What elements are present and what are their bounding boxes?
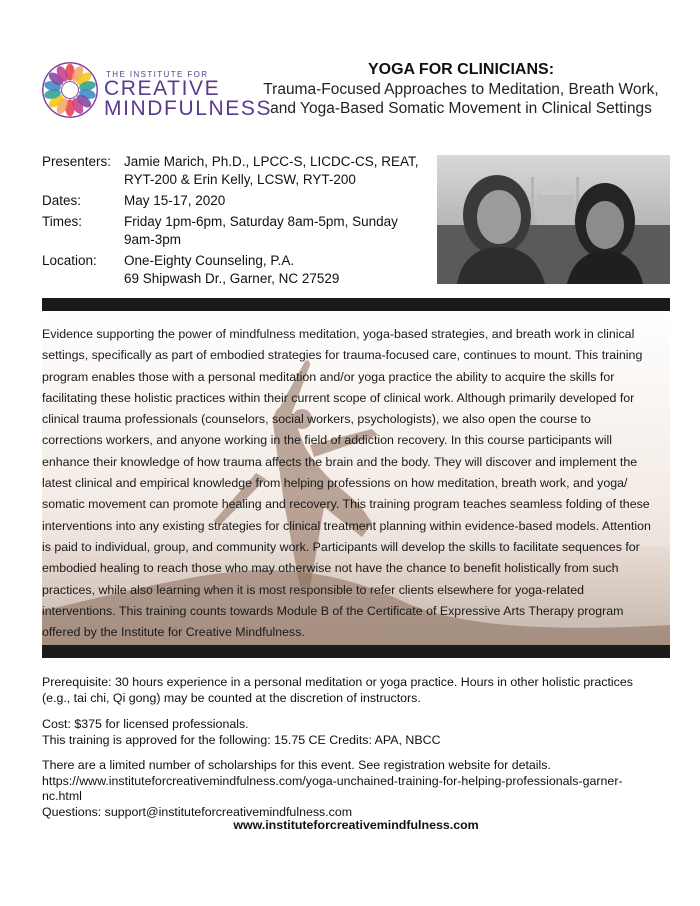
logo-word-mindfulness: MINDFULNESS <box>104 97 273 120</box>
event-title: YOGA FOR CLINICIANS: <box>367 61 555 78</box>
questions-email[interactable]: Questions: support@instituteforcreativemindfulness.com <box>42 804 353 819</box>
presenters-line-2: RYT-200 & Erin Kelly, LCSW, RYT-200 <box>124 172 356 187</box>
band-bottom-bar <box>42 645 670 658</box>
times-row <box>42 213 427 249</box>
cost-text <box>42 717 672 748</box>
description-line: offered by the Institute for Creative Mindfulness. <box>42 625 305 640</box>
event-subtitle-line-1: Trauma-Focused Approaches to Meditation, Breath Work, <box>263 81 659 98</box>
registration-url-line-1[interactable]: https://www.instituteforcreativemindfulness.com/yoga-unchained-training-for-helping-professionals-garner- <box>42 773 623 788</box>
description-line: embodied healing to reach those who may otherwise not have the chance to benefit holistically from such <box>42 561 619 576</box>
location-value <box>124 252 427 288</box>
description-line: practices, while also learning when it is most responsible to refer clients elsewhere for yoga-related <box>42 582 585 597</box>
event-title-block <box>250 60 672 118</box>
presenters-label: Presenters: <box>42 154 112 169</box>
description-line: is paid to individual, group, and community work. Participants will develop the skills to facilitate sequences for <box>42 539 640 554</box>
prerequisite-line-1: Prerequisite: 30 hours experience in a personal meditation or yoga practice. Hours in other holistic practices <box>42 675 633 689</box>
times-label: Times: <box>42 214 82 229</box>
location-row <box>42 252 427 288</box>
description-line: settings, specifically as part of embodied strategies for trauma-focused care, continues to mount. This training <box>42 348 643 363</box>
presenters-line-1: Jamie Marich, Ph.D., LPCC-S, LICDC-CS, REAT, <box>124 154 419 169</box>
prerequisite-text <box>42 675 672 706</box>
scholarship-text <box>42 758 672 820</box>
times-value <box>124 213 427 249</box>
event-subtitle-line-2: and Yoga-Based Somatic Movement in Clinical Settings <box>270 100 652 117</box>
location-line-2: 69 Shipwash Dr., Garner, NC 27529 <box>124 271 340 286</box>
description-line: clinical trauma professionals (counselors, social workers, psychologists), we also open the course to <box>42 412 591 427</box>
description-line: interventions into any existing strategies for clinical treatment planning within evidence-based models. Attention <box>42 518 651 533</box>
band-top-bar <box>42 298 670 311</box>
cost-line-2: This training is approved for the following: 15.75 CE Credits: APA, NBCC <box>42 732 441 747</box>
description-line: latest clinical and empirical knowledge from helping professions on how meditation, breath work, and yoga/ <box>42 476 628 491</box>
description-line: interventions. This training counts towards Module B of the Certificate of Expressive Arts Therapy program <box>42 603 624 618</box>
logo-word-creative: CREATIVE <box>104 77 221 100</box>
times-line-1: Friday 1pm-6pm, Saturday 8am-5pm, Sunday <box>124 214 398 229</box>
presenters-photo <box>437 155 670 284</box>
dates-row <box>42 192 427 210</box>
description-line: program enables those with a personal meditation and/or yoga practice the ability to acquire the skills for <box>42 369 615 384</box>
presenters-value <box>124 153 427 189</box>
logo-small-text: THE INSTITUTE FOR <box>106 70 209 79</box>
cost-line-1: Cost: $375 for licensed professionals. <box>42 717 249 731</box>
description-line: facilitating these holistic practices within their current scope of clinical work. Although primarily developed for <box>42 390 635 405</box>
presenters-photo-image <box>437 155 670 284</box>
prerequisite-line-2: (e.g., tai chi, Qi gong) may be counted at the discretion of instructors. <box>42 690 421 705</box>
dates-label: Dates: <box>42 193 82 208</box>
description-text <box>42 324 662 643</box>
institute-logo <box>40 58 273 128</box>
times-line-2: 9am-3pm <box>124 232 182 247</box>
dates-value: May 15-17, 2020 <box>124 193 226 208</box>
scholarship-line: There are a limited number of scholarships for this event. See registration website for details. <box>42 758 551 772</box>
location-label: Location: <box>42 253 97 268</box>
event-details <box>42 153 427 291</box>
website-link[interactable]: www.instituteforcreativemindfulness.com <box>233 818 479 832</box>
presenters-row <box>42 153 427 189</box>
registration-url-line-2[interactable]: nc.html <box>42 789 82 803</box>
description-line: Evidence supporting the power of mindfulness meditation, yoga-based strategies, and breath work in clinical <box>42 327 635 341</box>
description-band <box>42 311 670 645</box>
description-line: enhance their knowledge of how trauma affects the brain and the body. They will discover and implement the <box>42 454 638 469</box>
location-line-1: One-Eighty Counseling, P.A. <box>124 253 295 268</box>
description-line: somatic movement can promote healing and recovery. This training program teaches seamless folding of these <box>42 497 650 512</box>
mandala-logo-icon <box>40 58 100 122</box>
description-line: corrections workers, and anyone working in the field of addiction recovery. In this course participants will <box>42 433 613 448</box>
